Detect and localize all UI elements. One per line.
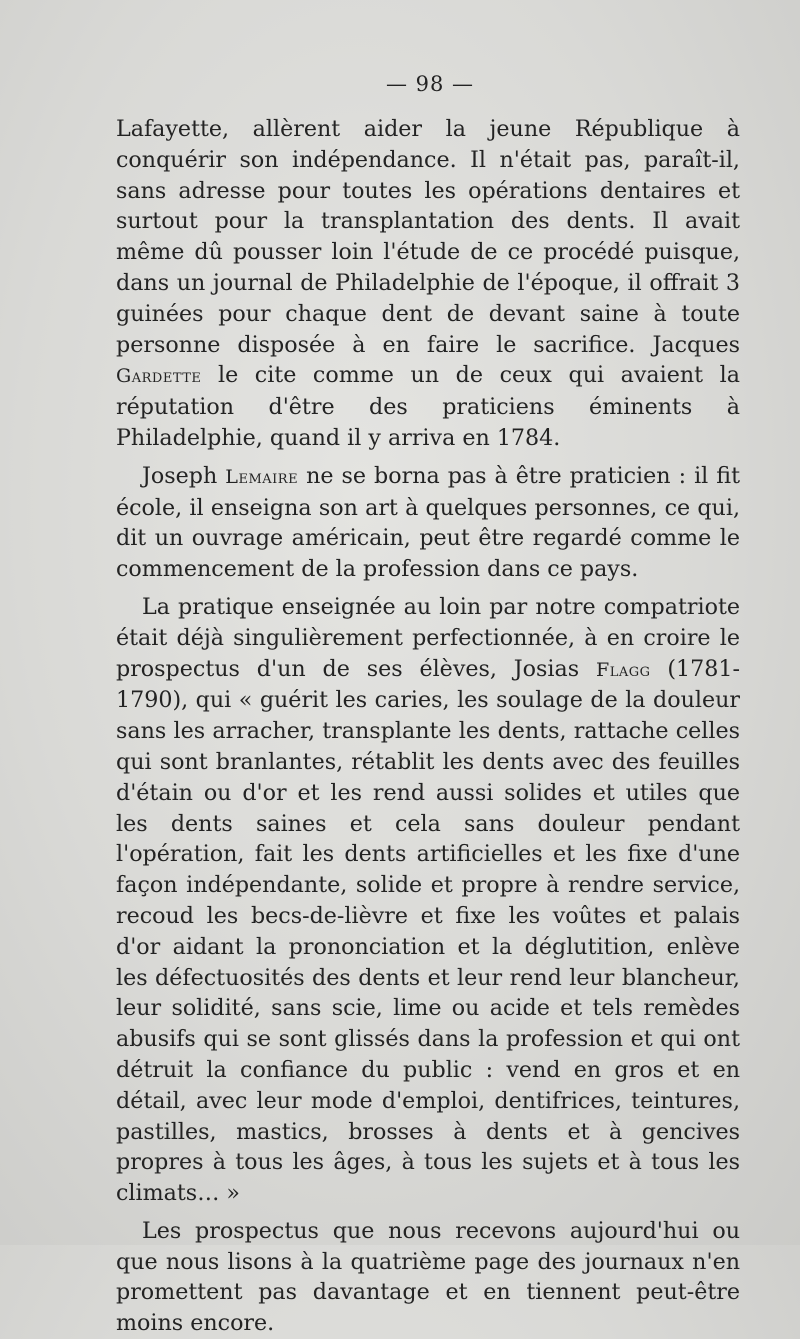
paragraph-4-text: Les prospectus que nous recevons aujourd'hui ou que nous lisons à la quatrième page des journaux n'en promettent pas davantage et en tiennent peut-être moins encore. (116, 1217, 740, 1337)
page-number: — 98 — (385, 72, 475, 96)
paragraph-1-text-a: Lafayette, allèrent aider la jeune République à conquérir son indépendance. Il n'était pas, paraît-il, sans adresse pour toutes les opérations dentaires et surtout pour la transplantation des dents. Il avait même dû pousser loin l'étude de ce procédé puisque, dans un journal de Philadelphie de l'époque, il offrait 3 guinées pour chaque dent de devant saine à toute personne disposée à en faire le sacrifice. Jacques (116, 116, 740, 358)
body-text (116, 114, 740, 1339)
name-gardette: Gardette (116, 364, 202, 388)
paragraph-3-text-a: La pratique enseignée au loin par notre compatriote était déjà singulièrement perfectionnée, à en croire le prospectus d'un de ses élèves, Josias (116, 593, 740, 682)
paragraph-3-text-b: (1781-1790), qui « guérit les caries, les soulage de la douleur sans les arracher, transplante les dents, rattache celles qui sont branlantes, rétablit les dents avec des feuilles d'étain ou d'or et les rend aussi solides et utiles que les dents saines et cela sans douleur pendant l'opération, fait les dents artificielles et les fixe d'une façon indépendante, solide et propre à rendre service, recoud les becs-de-lièvre et fixe les voûtes et palais d'or aidant la prononciation et la déglutition, enlève les défectuosités des dents et leur rend leur blancheur, leur solidité, sans scie, lime ou acide et tels remèdes abusifs qui se sont glissés dans la profession et qui ont détruit la confiance du public : vend en gros et en détail, avec leur mode d'emploi, dentifrices, teintures, pastilles, mastics, brosses à dents et à gencives propres à tous les âges, à tous les sujets et à tous les climats… » (116, 655, 741, 1207)
name-flagg: Flagg (596, 657, 651, 681)
paragraph-2-text-a: Joseph (142, 462, 226, 489)
paragraph-4 (116, 1216, 740, 1339)
paragraph-2 (116, 461, 740, 585)
paragraph-2-text-b: ne se borna pas à être praticien : il fit école, il enseigna son art à quelques personnes, ce qui, dit un ouvrage américain, peut être regardé comme le commencement de la profession dans ce pays. (116, 462, 740, 583)
name-lemaire: Lemaire (225, 464, 299, 488)
paragraph-1 (116, 114, 740, 454)
paragraph-1-text-b: le cite comme un de ceux qui avaient la réputation d'être des praticiens éminents à Philadelphie, quand il y arriva en 1784. (116, 362, 740, 451)
paragraph-3 (116, 592, 740, 1209)
